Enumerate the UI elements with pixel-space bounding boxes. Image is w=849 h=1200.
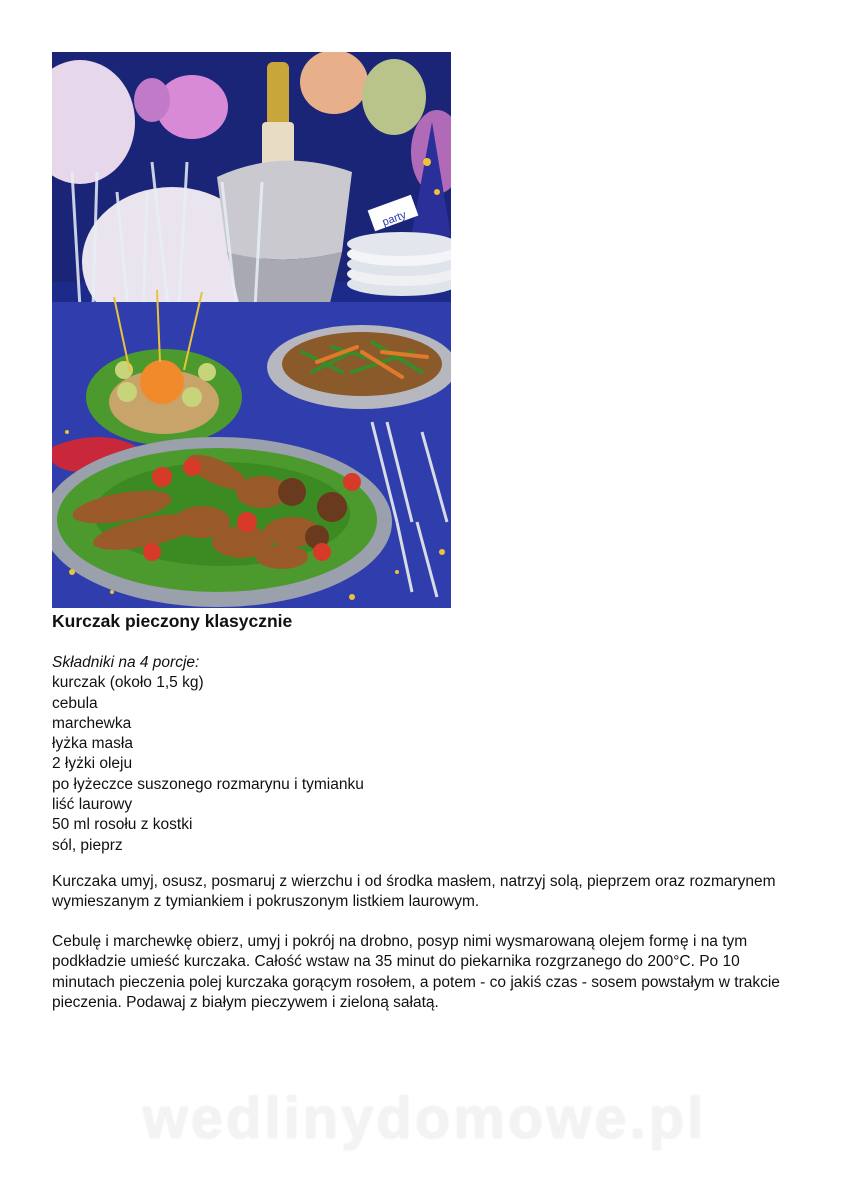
ingredients-heading: Składniki na 4 porcje:	[52, 654, 200, 671]
step-paragraph-2: Cebulę i marchewkę obierz, umyj i pokrój na drobno, posyp nimi wysmarowaną olejem formę i na tym podkładzie umieść kurczaka. Całość wstaw na 35 minut do piekarnika rozgrzanego do 200°C. Po 10 minutach pieczenia polej kurczaka gorącym rosołem, a potem - co jakiś czas - sosem powstałym w trakcie pieczenia. Podawaj z białym pieczywem i zieloną sałatą.	[52, 933, 780, 1011]
ingredient-item: marchewka	[52, 714, 132, 732]
plate-stack	[347, 232, 451, 296]
balloon-peach	[300, 52, 368, 114]
step-paragraph-1: Kurczaka umyj, osusz, posmaruj z wierzchu i od środka masłem, natrzyj solą, pieprzem oraz rozmarynem wymieszanym z tymiankiem i pokruszonym listkiem laurowym.	[52, 873, 776, 911]
ingredient-item: liść laurowy	[52, 796, 133, 814]
party-plate-text: party	[380, 209, 408, 229]
ingredients-list	[52, 673, 364, 856]
ingredient-item: 50 ml rosołu z kostki	[52, 816, 193, 834]
ingredient-item: 2 łyżki oleju	[52, 755, 133, 773]
ingredient-item: kurczak (około 1,5 kg)	[52, 674, 204, 692]
ingredient-item: cebula	[52, 694, 98, 712]
ingredient-item: sól, pieprz	[52, 836, 123, 854]
ice-bucket	[217, 161, 352, 260]
ingredient-item: łyżka masła	[52, 735, 133, 753]
watermark: wedlinydomowe.pl	[142, 1086, 707, 1151]
recipe-title: Kurczak pieczony klasycznie	[52, 611, 293, 631]
ingredients-section	[52, 653, 364, 856]
recipe-photo	[52, 52, 451, 608]
balloon-green	[362, 59, 426, 135]
ingredient-item: po łyżeczce suszonego rozmarynu i tymianku	[52, 775, 364, 793]
